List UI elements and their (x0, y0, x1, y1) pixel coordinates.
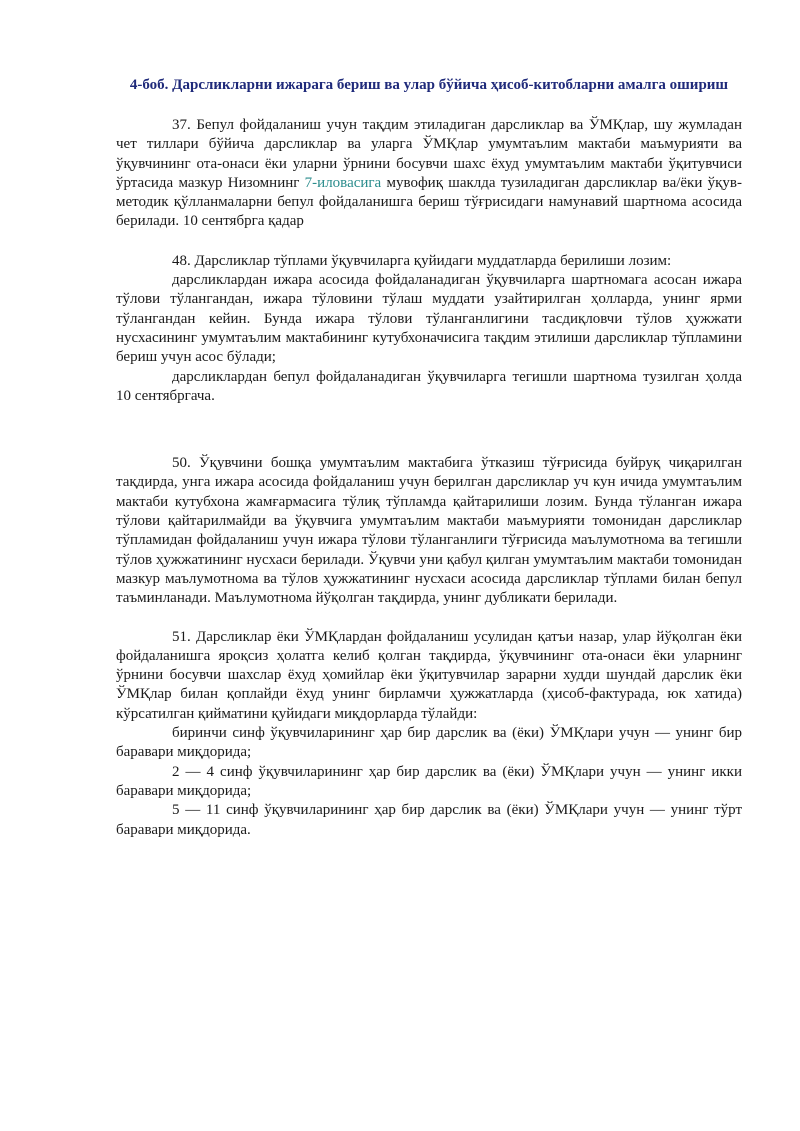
paragraph-51-item-grade-2-4: 2 — 4 синф ўқувчиларининг ҳар бир дарслик ва (ёки) ЎМҚлари учун — унинг икки баравари миқдорида; (116, 763, 742, 799)
paragraph-50: 50. Ўқувчини бошқа умумтаълим мактабига ўтказиш тўғрисида буйруқ чиқарилган тақдирда, унга ижара асосида фойдаланиш учун берилган дарсликлар уч кун ичида умумтаълим мактаби кутубхона жамғармасига тўлиқ тўпламда қайтарилиши лозим. Бунда тўланган ижара тўлови қайтарилмайди ва ўқувчига умумтаълим мактаби маъмурияти томонидан дарсликлар тўпламидан фойдаланиш учун ижара тўлови тўланганлиги тўғрисида маълумотнома ва тегишли тўлов ҳужжатининг нусхаси берилади. Ўқувчи уни қабул қилган умумтаълим мактаби томонидан мазкур маълумотнома ва тўлов ҳужжатининг нусхаси асосида дарсликлар тўплами билан бепул таъминланади. Маълумотнома йўқолган тақдирда, унинг дубликати берилади. (116, 455, 742, 607)
paragraph-51-item-grade-5-11: 5 — 11 синф ўқувчиларининг ҳар бир дарслик ва (ёки) ЎМҚлари учун — унинг тўрт баравари миқдорида. (116, 802, 742, 838)
chapter-title: 4-боб. Дарсликларни ижарага бериш ва улар бўйича ҳисоб-китобларни амалга ошириш (129, 77, 729, 93)
paragraph-48-item-free: дарсликлардан бепул фойдаланадиган ўқувчиларга тегишли шартнома тузилган ҳолда 10 сентябргача. (116, 368, 742, 404)
paragraph-37-text-start: 37. Бепул фойдаланиш учун тақдим этиладиган дарсликлар ва ЎМҚлар, шу жумладан чет тиллари бўйича дарсликлар ва уларга ЎМҚлар умумтаълим мактаби маъмурияти ва ўқувчининг ота-онаси ёки уларни ўрнини босувчи шахс ёхуд умумтаълим мактаби ўқитувчиси ўртасида мазкур Низомнинг (116, 117, 742, 191)
paragraph-37 (116, 116, 742, 232)
paragraph-51-item-grade-1: биринчи синф ўқувчиларининг ҳар бир дарслик ва (ёки) ЎМҚлари учун — унинг бир баравари миқдорида; (116, 725, 742, 761)
paragraph-48-item-rent: дарсликлардан ижара асосида фойдаланадиган ўқувчиларга шартномага асосан ижара тўлови тўлангандан, ижара тўловини тўлаш муддати узайтирилган ҳолларда, унинг ярми тўлангандан кейин. Бунда ижара тўлови тўланганлигини тасдиқловчи тўлов ҳужжати нусхасининг умумтаълим мактабининг кутубхоначисига тақдим этилиши дарсликлар тўпламини бериш учун асос бўлади; (116, 272, 742, 366)
appendix-7-link[interactable]: 7-иловасига (304, 174, 382, 191)
paragraph-48: 48. Дарсликлар тўплами ўқувчиларга қуйидаги муддатларда берилиши лозим: (172, 252, 672, 269)
paragraph-37-text-end: мувофиқ шаклда тузиладиган дарсликлар ва/ёки ўқув-методик қўлланмаларни бепул фойдаланишга бериш тўғрисидаги намунавий шартнома асосида берилади. 10 сентябрга қадар (116, 174, 742, 230)
document-page (116, 0, 742, 840)
paragraph-51: 51. Дарсликлар ёки ЎМҚлардан фойдаланиш усулидан қатъи назар, улар йўқолган ёки фойдаланишга яроқсиз ҳолатга келиб қолган тақдирда, ўқувчининг ота-онаси ёки уларнинг ўрнини босувчи шахслар ёхуд ҳомийлар ёки ўқитувчилар зарарни худди шундай дарслик ёки ЎМҚлар билан қоплайди ёхуд унинг бирламчи ҳужжатларда (ҳисоб-фактурада, юк хатида) кўрсатилган қийматини қуйидаги миқдорларда тўлайди: (116, 628, 742, 722)
